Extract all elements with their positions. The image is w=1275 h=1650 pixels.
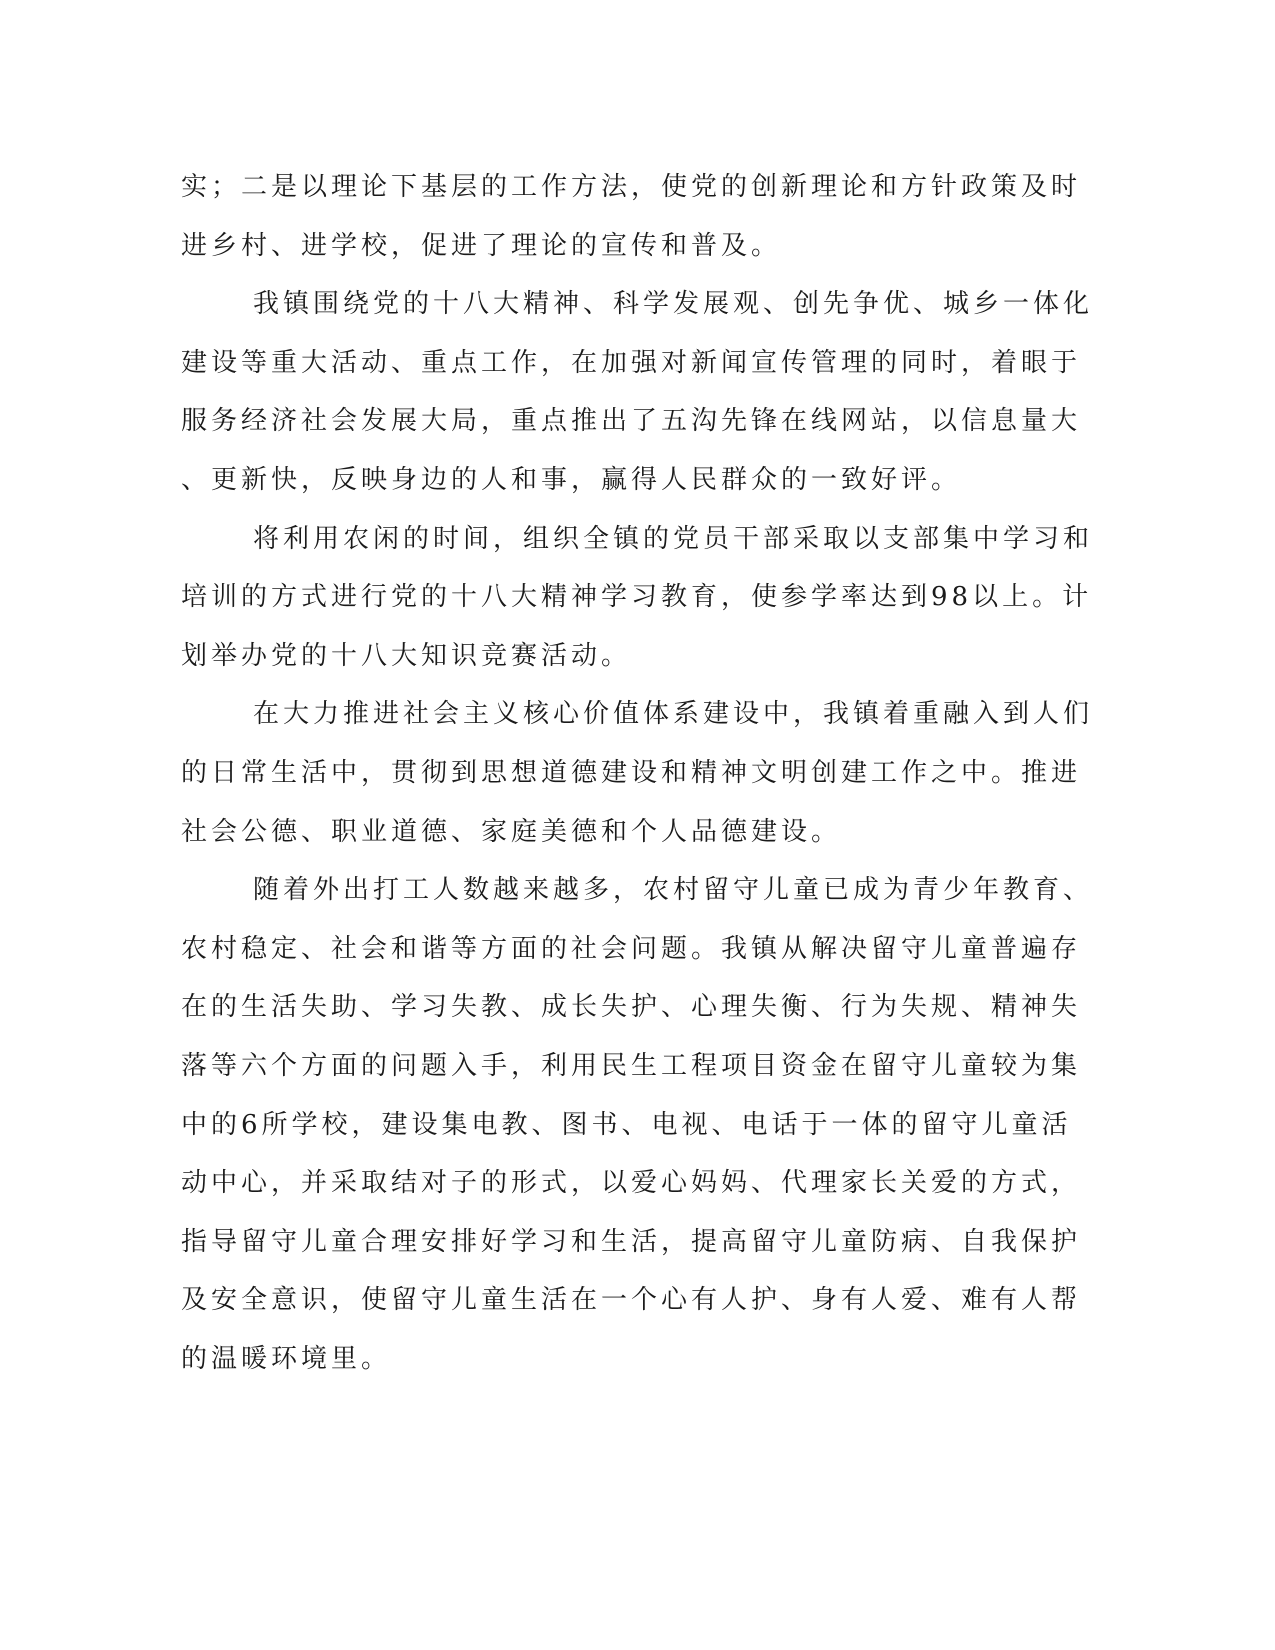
paragraph-line: 我镇围绕党的十八大精神、科学发展观、创先争优、城乡一体化 — [253, 289, 1094, 320]
paragraph-line: 的日常生活中，贯彻到思想道德建设和精神文明创建工作之中。推进 — [181, 757, 1082, 788]
paragraph-2 — [181, 275, 1094, 509]
paragraph-line: 及安全意识，使留守儿童生活在一个心有人护、身有人爱、难有人帮 — [181, 1285, 1082, 1316]
paragraph-5 — [181, 861, 1094, 1388]
paragraph-line: 指导留守儿童合理安排好学习和生活，提高留守儿童防病、自我保护 — [181, 1226, 1082, 1257]
paragraph-line: 随着外出打工人数越来越多，农村留守儿童已成为青少年教育、 — [253, 875, 1094, 906]
paragraph-1 — [181, 158, 1082, 275]
paragraph-line: 在大力推进社会主义核心价值体系建设中，我镇着重融入到人们 — [253, 699, 1094, 730]
document-body — [181, 158, 1094, 1388]
paragraph-line: 划举办党的十八大知识竞赛活动。 — [181, 640, 632, 671]
paragraph-line: 建设等重大活动、重点工作，在加强对新闻宣传管理的同时，着眼于 — [181, 347, 1082, 378]
paragraph-line: 进乡村、进学校，促进了理论的宣传和普及。 — [181, 230, 782, 261]
paragraph-line: 在的生活失助、学习失教、成长失护、心理失衡、行为失规、精神失 — [181, 992, 1082, 1023]
paragraph-line: 中的6所学校，建设集电教、图书、电视、电话于一体的留守儿童活 — [181, 1109, 1072, 1140]
paragraph-line: 培训的方式进行党的十八大精神学习教育，使参学率达到98以上。计 — [181, 582, 1093, 613]
paragraph-line: 将利用农闲的时间，组织全镇的党员干部采取以支部集中学习和 — [253, 523, 1094, 554]
paragraph-line: 社会公德、职业道德、家庭美德和个人品德建设。 — [181, 816, 842, 847]
paragraph-line: 动中心，并采取结对子的形式，以爱心妈妈、代理家长关爱的方式， — [181, 1168, 1082, 1199]
paragraph-line: 、更新快，反映身边的人和事，赢得人民群众的一致好评。 — [181, 464, 962, 495]
paragraph-line: 服务经济社会发展大局，重点推出了五沟先锋在线网站，以信息量大 — [181, 406, 1082, 437]
paragraph-3 — [181, 510, 1094, 686]
paragraph-line: 落等六个方面的问题入手，利用民生工程项目资金在留守儿童较为集 — [181, 1050, 1082, 1081]
paragraph-line: 实；二是以理论下基层的工作方法，使党的创新理论和方针政策及时 — [181, 172, 1082, 202]
paragraph-line: 的温暖环境里。 — [181, 1343, 392, 1374]
paragraph-4 — [181, 685, 1094, 861]
paragraph-line: 农村稳定、社会和谐等方面的社会问题。我镇从解决留守儿童普遍存 — [181, 933, 1082, 964]
